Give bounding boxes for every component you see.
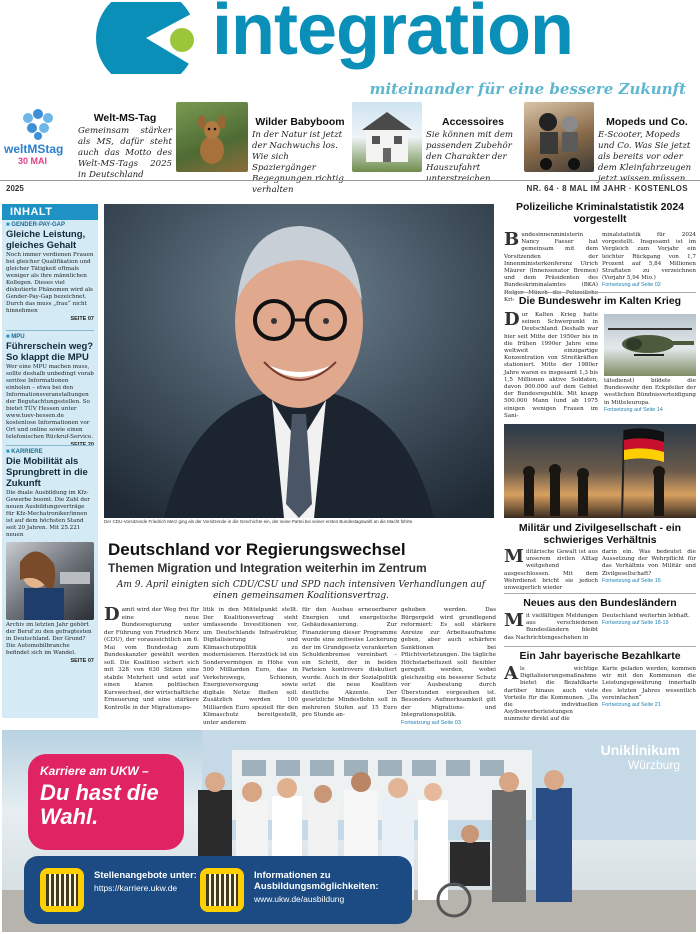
career-line-2: Du hast die Wahl.: [40, 780, 159, 829]
sidebar-page-ref: SEITE 07: [70, 316, 94, 322]
article-text: gehoben werden. Das Bürgergeld wird grundlegend reformiert: Es soll stärkere Anreize zur Arbeitsaufnahme geben, aber auch schärfere Sanktionen bei Pflichtverletzungen. Die tägliche Höchstarbeitszeit soll flexibler geregelt werden, wobei gleichzeitig ein besserer Schutz vor Ausbeutung durch Überstunden vorgesehen ist. Besonders Aufmerksamkeit gilt der Migrations- und Integrationspolitik.: [401, 607, 496, 718]
moped-riders-photo: [524, 102, 594, 172]
story-text: Als wichtige Digitalisierungsmaßnahme bietet die Bezahlkarte darüber hinaus auch viele Vorteile für die Kommunen. „Da die individuellen Asylbewerberleistungen nunmehr direkt auf die: [504, 663, 598, 723]
headline-bezahlkarte[interactable]: Ein Jahr bayerische Bezahlkarte: [519, 650, 681, 662]
dropcap: D: [104, 604, 120, 625]
article-column-2: [203, 607, 298, 727]
teaser-welt-ms-tag[interactable]: [78, 100, 172, 180]
issue-info-bar: [0, 180, 700, 194]
article-column-3: [302, 607, 397, 720]
divider: [504, 292, 696, 293]
teaser-accessoires[interactable]: [426, 100, 520, 184]
sidebar-page-ref: SEITE 20: [70, 442, 94, 448]
welt-ms-tag-logo: [2, 108, 74, 170]
article-text: für den Ausbau erneuerbarer Energien und energetische Gebäudesanierung. Zur Finanzierung dieser Programme wurde eine zeitweise Lockerung der im Grundgesetz verankerten Schuldenbremse vereinbart – ein Schritt, der in beiden Parteien kontrovers diskutiert wurde. Auch in der Sozialpolitik setzt die neue Koalition deutliche Akzente. Der gesetzliche Mindestlohn soll in mehreren Stufen auf 15 Euro pro Stunde an-: [302, 607, 397, 718]
divider: [504, 593, 696, 594]
sidebar-photo-caption: Archiv im letzten Jahr gehört der Beruf zu den gefragtesten in Deutschland. Der Grund? Die Automobilbranche befindet sich im Wandel.: [6, 622, 92, 656]
story-text: minalstatistik für 2024 vorgestellt. Insgesamt ist im Vergleich zum Vorjahr ein leichter Rückgang von 1,7 Prozent auf 5,84 Millionen Straftaten zu verzeichnen (Vorjahr 5,94 Mio.) Fortsetzung auf Seite 02: [602, 232, 696, 289]
headline-bundeslaender[interactable]: Neues aus den Bundesländern: [523, 597, 677, 609]
sidebar-kicker: ■ MPU: [6, 334, 94, 340]
sidebar-title: Die Mobilität als Sprungbrett in die Zukunft: [6, 456, 88, 489]
clinic-city: Würzburg: [627, 758, 680, 772]
continue-link[interactable]: Fortsetzung auf Seite 02: [602, 282, 661, 289]
dropcap: D: [504, 309, 520, 330]
logo-mark-icon: [84, 2, 206, 74]
clinic-name: Uniklinikum: [600, 742, 680, 758]
article-column-4: [401, 607, 496, 727]
story-text: tätsdienst) bildete die Bundeswehr den Eckpfeiler der westlichen Bündnisverteidigung in Mitteleuropa. Fortsetzung auf Seite 14: [604, 378, 696, 413]
masthead: [0, 0, 700, 100]
teaser-title: Accessoires: [442, 116, 504, 128]
teaser-mopeds-und-co[interactable]: [598, 100, 696, 184]
merz-portrait-photo: [104, 204, 494, 518]
sidebar-item-gender-pay-gap[interactable]: [2, 222, 98, 322]
teaser-wilder-babyboom[interactable]: [252, 100, 348, 195]
jobs-label: Stellenangebote unter:: [94, 870, 197, 881]
ribbon-icon: [18, 108, 58, 140]
story-text: Bundesinnenministerin Nancy Faeser hat gemeinsam mit dem Vorsitzenden der Innenministerkonferenz Ulrich Mäurer (Innensenator Bremen) und dem Präsidenten des Bundeskriminalamtes (BKA) Holger Münch die Polizeiliche Kri-: [504, 229, 598, 303]
welt-ms-tag-date: 30 MAI: [18, 156, 48, 166]
story-text: Militärische Gewalt ist aus unserem zivilen Alltag weitgehend ausgeschlossen. Mit dem Wehrdienst bricht sie jedoch unweigerlich wieder: [504, 546, 598, 592]
continue-link[interactable]: Fortsetzung auf Seite 21: [602, 702, 661, 709]
qr-code-training-icon[interactable]: [200, 868, 244, 912]
continue-link[interactable]: Fortsetzung auf Seite 14: [604, 406, 663, 413]
teaser-text: E-Scooter, Mopeds und Co. Was Sie jetzt als bereits vor oder dem Kleinfahrzeugen jetzt wissen müssen: [598, 130, 692, 184]
main-headline[interactable]: Deutschland vor Regierungswechsel: [108, 540, 406, 559]
story-text: Dur Kalten Krieg hatte seinen Schwerpunkt in Deutschland. Deshalb war hier seit Mitte der 1950er bis in die frühen 1990er Jahre eine weltweit einzigartige Konzentration von Streitkräften stationiert. Mitte der 1980er Jahre waren es insgesamt 1,3 bis 1,5 Millionen aktive Soldaten, davon 900.000 auf dem Gebiet der Bundesrepublik. Mit knapp 500.000 Mann (und ab 1975 einigen wenigen Frauen im Sani-: [504, 309, 598, 419]
masthead-tagline: miteinander für eine bessere Zukunft: [369, 80, 686, 98]
helicopter-photo: [604, 314, 696, 376]
teaser-title: Mopeds und Co.: [606, 116, 688, 128]
continue-link[interactable]: Fortsetzung auf Seite 03: [401, 719, 461, 726]
sidebar-kicker: ■ KARRIERE: [6, 449, 94, 455]
dropcap: M: [504, 610, 524, 631]
training-link[interactable]: [254, 870, 406, 904]
sidebar-heading: INHALT: [2, 204, 98, 220]
continue-link[interactable]: Fortsetzung auf Seite 15: [602, 577, 661, 584]
issue-year: 2025: [6, 184, 24, 193]
main-subheadline: Themen Migration und Integration weiterhin im Zentrum: [108, 561, 427, 575]
career-line-1: Karriere am UKW –: [40, 764, 149, 778]
sidebar-title: Gleiche Leistung, gleiches Gehalt: [6, 229, 86, 251]
sidebar-text: Die duale Ausbildung im Kfz-Gewerbe boomt. Die Zahl der neuen Ausbildungsverträge für Kfz-Mechatroniker/innen ist auf dem höchsten Stand seit 20 Jahren. Mit 25.221 neuen: [6, 490, 90, 538]
training-label: Informationen zu Ausbildungsmöglichkeiten:: [254, 870, 379, 892]
sidebar-page-ref: SEITE 07: [70, 658, 94, 664]
story-text: Karte geladen werden, kommen wir mit den Kommunen die Leistungsgewährung innerhalb des letzten Jahres wesentlich vereinfachen“ Fortsetzung auf Seite 21: [602, 666, 696, 709]
teaser-title: Wilder Babyboom: [255, 116, 345, 128]
sidebar-divider: [6, 445, 94, 446]
sidebar-title: Führerschein weg? So klappt die MPU: [6, 341, 94, 363]
house-photo: [352, 102, 422, 172]
headline-militaer-zivilgesellschaft[interactable]: Militär und Zivilgesellschaft - ein schwieriges Verhältnis: [518, 522, 682, 546]
soldiers-flag-photo: [504, 424, 696, 518]
story-text: Mit vielfältigen Meldungen aus verschiedenen Bundesländern bleibt das Nachrichtengeschehen in: [504, 610, 598, 641]
main-intro: Am 9. April einigten sich CDU/CSU und SPD nach intensiven Verhandlungen auf einen gemeinsamen Koalitionsvertrag.: [116, 580, 486, 601]
jobs-link[interactable]: [94, 870, 204, 893]
contents-sidebar: [2, 204, 98, 718]
article-text: amit wird der Weg frei für eine neue Bundesregierung unter der Führung von Friedrich Merz (CDU), der voraussichtlich am 6. Mai vom Bundestag zum Bundeskanzler gewählt werden soll. Die Koalition sichert sich mit 328 von 630 Sitzen eine stabile Mehrheit und setzt auf einen klaren politischen Kurswechsel, der wirtschaftliche Erneuerung und eine stärkere Kontrolle in der Migrationspo-: [104, 607, 199, 711]
sidebar-item-mpu[interactable]: [2, 334, 98, 448]
headline-kriminalstatistik[interactable]: Polizeiliche Kriminalstatistik 2024 vorgestellt: [515, 201, 685, 225]
issue-meta: NR. 64 · 8 MAL IM JAHR · KOSTENLOS: [526, 184, 688, 193]
photo-caption: Der CDU-Vorsitzende Friedrich Merz ging als der Vorsitzende in die Geschichte ein, der seine Partei bei seiner ersten Bundestagswahl an die Macht führte.: [104, 519, 414, 524]
dropcap: A: [504, 663, 518, 684]
sidebar-kicker: ■ GENDER-PAY-GAP: [6, 222, 94, 228]
story-text: darin ein. Was bedeutet die Aussetzung der Wehrpflicht für das Verhältnis von Militär und Zivilgesellschaft? Fortsetzung auf Seite 15: [602, 549, 696, 584]
sidebar-text: Wer eine MPU machen muss, sollte deshalb unbedingt vorab seriöse Informationen einholen – etwa bei den Informationsveranstaltungen der Begutachtungsstellen. So bietet TÜV Hessen unter www.tuev-hessen.de kostenlose Informationen vor Ort und online sowie einen telefonischen Rückruf-Service.: [6, 364, 94, 440]
teaser-text: Gemeinsam stärker als MS, dafür steht auch das Motto des Welt-MS-Tags 2025 in Deutschland: [78, 126, 172, 180]
fawn-photo: [176, 102, 248, 172]
story-text: Deutschland weiterhin lebhaft. Fortsetzung auf Seite 18-19: [602, 613, 696, 627]
dropcap: M: [504, 546, 524, 567]
headline-bundeswehr[interactable]: Die Bundeswehr im Kalten Krieg: [518, 295, 682, 307]
welt-ms-tag-wordmark: weltMStag: [4, 142, 64, 156]
teaser-title: Welt-MS-Tag: [93, 112, 157, 124]
sidebar-item-karriere[interactable]: [2, 449, 98, 664]
mechanic-photo: [6, 542, 94, 620]
teaser-text: Sie können mit dem passenden Zubehör den Charakter der Hauszufahrt unterstreichen: [426, 130, 514, 184]
divider: [504, 646, 696, 647]
continue-link[interactable]: Fortsetzung auf Seite 18-19: [602, 620, 669, 627]
ukw-career-ad[interactable]: [2, 730, 696, 932]
career-bubble: [28, 754, 184, 850]
clinic-logo: [601, 742, 680, 772]
masthead-title: integration: [212, 0, 573, 70]
qr-code-jobs-icon[interactable]: [40, 868, 84, 912]
sidebar-text: Noch immer verdienen Frauen bei gleicher Qualifikation und gleicher Tätigkeit oftmals weniger als ihre männlichen Kollegen. Dieses viel diskutierte Phänomen wird als Gender-Pay-Gap bezeichnet. Durch das muss „frau“ nicht hinnehmen: [6, 252, 94, 314]
training-url: www.ukw.de/ausbildung: [254, 894, 345, 904]
sidebar-divider: [6, 330, 94, 331]
jobs-url: https://karriere.ukw.de: [94, 883, 178, 893]
ad-link-bar: [24, 856, 412, 924]
dropcap: B: [504, 229, 520, 250]
article-text: litik in den Mittelpunkt stellt. Der Koalitionsvertrag sieht umfassende Investitionen vor, um Deutschlands Infrastruktur, Digitalisierung und Klimaschutzpolitik zu modernisieren. Herzstück ist ein Sondervermögen in Höhe von 500 Milliarden Euro, das in Verkehrswege, Schienen, Energieversorgung sowie digitale Netze fließen soll. Zusätzlich werden 100 Milliarden Euro speziell für den Klimaschutz bereitgestellt, unter anderem: [203, 607, 298, 726]
teaser-text: In der Natur ist jetzt der Nachwuchs los. Wie sich Spaziergänger Begegnungen richtig verhalten: [252, 130, 344, 195]
article-column-1: [104, 604, 199, 712]
